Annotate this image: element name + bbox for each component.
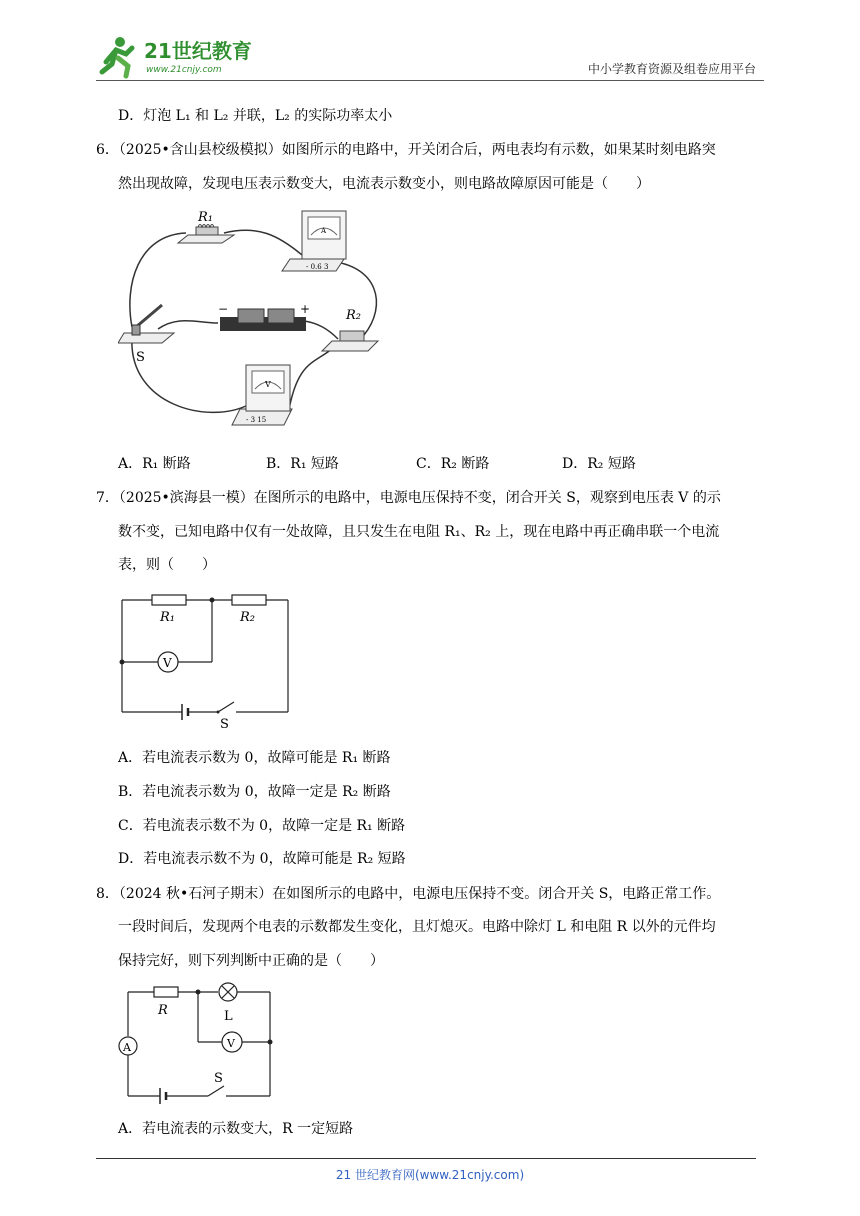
svg-text:R₁: R₁ (198, 210, 213, 225)
footer-link[interactable]: 21 世纪教育网(www.21cnjy.com) (335, 1168, 525, 1182)
q6-voltmeter (232, 365, 292, 425)
q6-option-a: A．R₁ 断路 (118, 456, 191, 472)
q7-option-a: A．若电流表示数为 0，故障可能是 R₁ 断路 (118, 750, 391, 766)
svg-text:L: L (224, 1009, 233, 1024)
svg-text:+: + (300, 302, 311, 316)
q8-resistor (154, 987, 178, 997)
q5-option-d: D．灯泡 L₁ 和 L₂ 并联，L₂ 的实际功率太小 (118, 108, 393, 124)
q6-ammeter (282, 211, 346, 271)
q7-circuit-diagram (116, 590, 296, 730)
runner-icon (102, 37, 132, 76)
site-logo (96, 34, 266, 80)
svg-text:S: S (220, 717, 229, 730)
q6-circuit-photo (118, 205, 398, 440)
svg-text:V: V (163, 656, 172, 670)
svg-text:S: S (136, 350, 145, 365)
q7-switch (218, 702, 234, 712)
svg-text:V: V (265, 380, 271, 389)
svg-text:R: R (158, 1003, 168, 1018)
q8-stem-line1: 8．（2024 秋•石河子期末）在如图所示的电路中，电源电压保持不变。闭合开关 S，电路正常工作。 (96, 886, 721, 902)
q8-stem-line3: 保持完好，则下列判断中正确的是（ ） (118, 953, 384, 969)
q7-option-c: C．若电流表示数不为 0，故障一定是 R₁ 断路 (118, 818, 406, 834)
logo-url: www.21cnjy.com (146, 65, 222, 75)
svg-text:R₂: R₂ (346, 308, 361, 323)
q8-stem-line2: 一段时间后，发现两个电表的示数都发生变化，且灯熄灭。电路中除灯 L 和电阻 R 以外的元件均 (118, 919, 716, 935)
q6-option-b: B．R₁ 短路 (266, 456, 339, 472)
q6-stem-line2: 然出现故障，发现电压表示数变大，电流表示数变小，则电路故障原因可能是（ ） (118, 176, 650, 192)
header-divider (96, 80, 764, 81)
q7-stem-line1: 7．（2025•滨海县一模）在图所示的电路中，电源电压保持不变，闭合开关 S，观察到电压表 V 的示 (96, 490, 721, 506)
header-platform-name: 中小学教育资源及组卷应用平台 (587, 62, 756, 76)
q8-switch (208, 1086, 224, 1096)
svg-text:V: V (227, 1037, 235, 1050)
q6-battery (218, 302, 310, 331)
q6-stem-line1: 6．（2025•含山县校级模拟）如图所示的电路中，开关闭合后，两电表均有示数，如果某时刻电路突 (96, 142, 716, 158)
q7-r1 (152, 595, 186, 605)
svg-text:S: S (214, 1071, 223, 1086)
q8-circuit-diagram (114, 980, 284, 1110)
svg-text:- 0.6 3: - 0.6 3 (306, 263, 329, 271)
svg-text:A: A (321, 227, 327, 235)
q7-stem-line3: 表，则（ ） (118, 557, 216, 573)
svg-text:R₂: R₂ (240, 610, 255, 625)
logo-text: 21世纪教育 (144, 39, 252, 63)
svg-text:- 3 15: - 3 15 (246, 416, 267, 424)
q6-switch (118, 305, 174, 365)
svg-text:A: A (123, 1041, 131, 1054)
q8-option-a: A．若电流表的示数变大，R 一定短路 (118, 1121, 354, 1137)
footer-divider (96, 1158, 756, 1159)
svg-text:R₁: R₁ (160, 610, 175, 625)
svg-text:−: − (218, 302, 229, 316)
q7-r2 (232, 595, 266, 605)
q7-stem-line2: 数不变，已知电路中仅有一处故障，且只发生在电阻 R₁、R₂ 上，现在电路中再正确串联一个电流 (118, 524, 720, 540)
q7-option-d: D．若电流表示数不为 0，故障可能是 R₂ 短路 (118, 851, 406, 867)
q6-r1-resistor (178, 210, 234, 243)
q7-option-b: B．若电流表示数为 0，故障一定是 R₂ 断路 (118, 784, 391, 800)
q6-option-d: D．R₂ 短路 (562, 456, 636, 472)
q6-r2-resistor (322, 308, 378, 351)
q6-option-c: C．R₂ 断路 (416, 456, 490, 472)
